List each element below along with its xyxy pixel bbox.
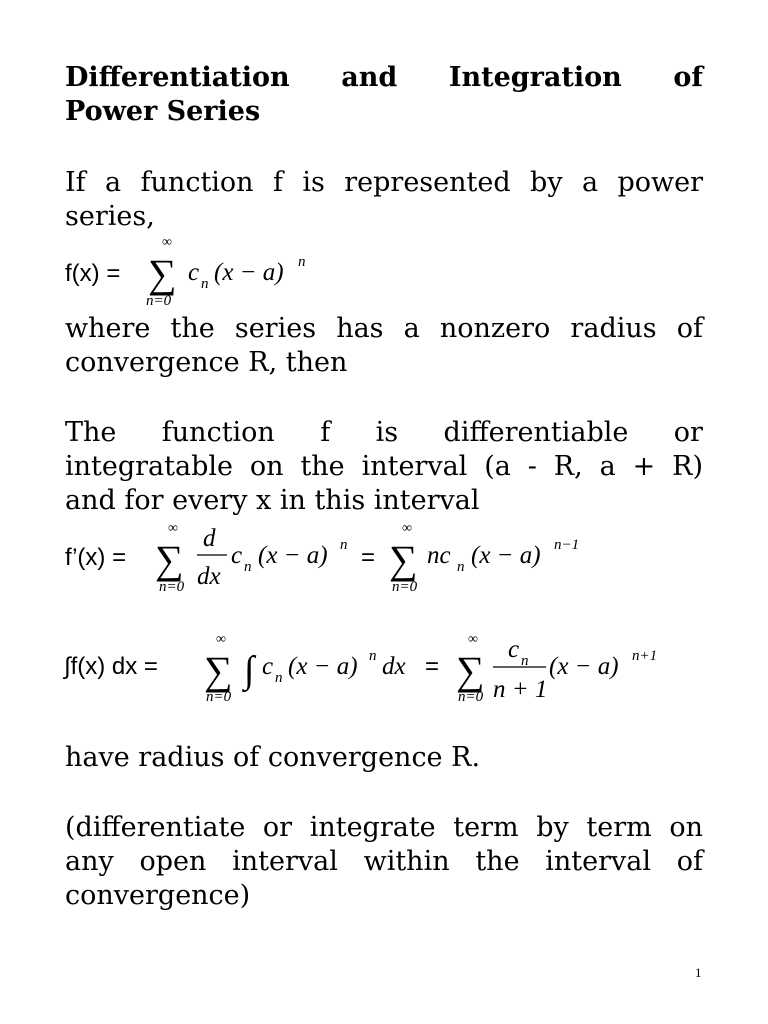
x-minus-a: (x − a) — [288, 653, 358, 680]
superscript-n: n — [298, 254, 306, 270]
x-minus-a: (x − a) — [549, 653, 619, 680]
coefficient-c: c — [231, 542, 243, 569]
series-equation — [65, 235, 306, 309]
fraction-denominator: n + 1 — [493, 676, 548, 703]
radius-line: have radius of convergence R. — [65, 742, 481, 773]
intro-line-1: If a function f is represented by a power — [65, 167, 703, 198]
word: f — [320, 417, 331, 448]
subscript-n: n — [201, 276, 209, 292]
fraction-numerator-c: c — [508, 636, 520, 663]
subscript-n: n — [244, 559, 252, 575]
summation-symbol: ∑ — [148, 251, 177, 296]
note-line-1: (differentiate or integrate term by term on — [65, 812, 703, 843]
derivative-lhs: f’(x) = — [65, 544, 127, 571]
summation-symbol: ∑ — [204, 648, 233, 693]
function-line-2: integratable on the interval (a - R, a + R) — [65, 451, 703, 482]
x-minus-a: (x − a) — [258, 542, 328, 569]
lower-limit: n=0 — [146, 293, 172, 309]
summation-symbol: ∑ — [456, 648, 485, 693]
word: differentiable — [443, 417, 629, 448]
where-line-2: convergence R, then — [65, 347, 348, 378]
heading-word: of — [673, 62, 703, 93]
equals-sign: = — [361, 544, 376, 571]
summation-symbol: ∑ — [155, 537, 184, 582]
fraction-denominator-dx: dx — [197, 563, 221, 590]
x-minus-a: (x − a) — [214, 259, 284, 286]
note-line-2: any open interval within the interval of — [65, 846, 703, 877]
subscript-n: n — [457, 559, 465, 575]
integral-equation — [62, 632, 657, 705]
coefficient-c: c — [262, 653, 274, 680]
infinity-symbol: ∞ — [468, 632, 478, 647]
intro-line-2: series, — [65, 201, 155, 232]
coefficient-nc: nc — [427, 542, 451, 569]
subscript-n: n — [275, 670, 283, 686]
lower-limit: n=0 — [206, 689, 232, 705]
heading-word: Integration — [448, 62, 622, 93]
page-number: 1 — [695, 965, 702, 980]
heading-line-2: Power Series — [65, 96, 261, 127]
fraction-numerator-d: d — [203, 525, 216, 552]
series-lhs: f(x) = — [65, 260, 121, 287]
superscript-n: n — [340, 537, 348, 553]
infinity-symbol: ∞ — [402, 521, 412, 536]
superscript-n: n — [369, 648, 377, 664]
subscript-n: n — [521, 653, 529, 669]
word: or — [673, 417, 703, 448]
infinity-symbol: ∞ — [216, 632, 226, 647]
where-line-1: where the series has a nonzero radius of — [65, 313, 703, 344]
heading-word: Differentiation — [65, 62, 290, 93]
infinity-symbol: ∞ — [168, 521, 178, 536]
infinity-symbol: ∞ — [162, 235, 172, 250]
superscript-n-minus-1: n−1 — [554, 537, 580, 553]
integral-lhs: ∫f(x) dx = — [64, 653, 158, 680]
lower-limit: n=0 — [159, 579, 185, 595]
x-minus-a: (x − a) — [471, 542, 541, 569]
heading-word: and — [341, 62, 398, 93]
integral-symbol: ∫ — [244, 649, 255, 691]
word: function — [161, 417, 275, 448]
derivative-equation — [65, 521, 579, 595]
summation-symbol: ∑ — [389, 537, 418, 582]
lower-limit: n=0 — [392, 579, 418, 595]
lower-limit: n=0 — [458, 689, 484, 705]
equals-sign: = — [425, 653, 440, 680]
word: is — [375, 417, 399, 448]
function-line-3: and for every x in this interval — [65, 485, 480, 516]
note-line-3: convergence) — [65, 880, 251, 911]
coefficient-c: c — [188, 259, 200, 286]
differential-dx: dx — [382, 653, 406, 680]
superscript-n-plus-1: n+1 — [632, 648, 658, 664]
word: The — [65, 417, 117, 448]
